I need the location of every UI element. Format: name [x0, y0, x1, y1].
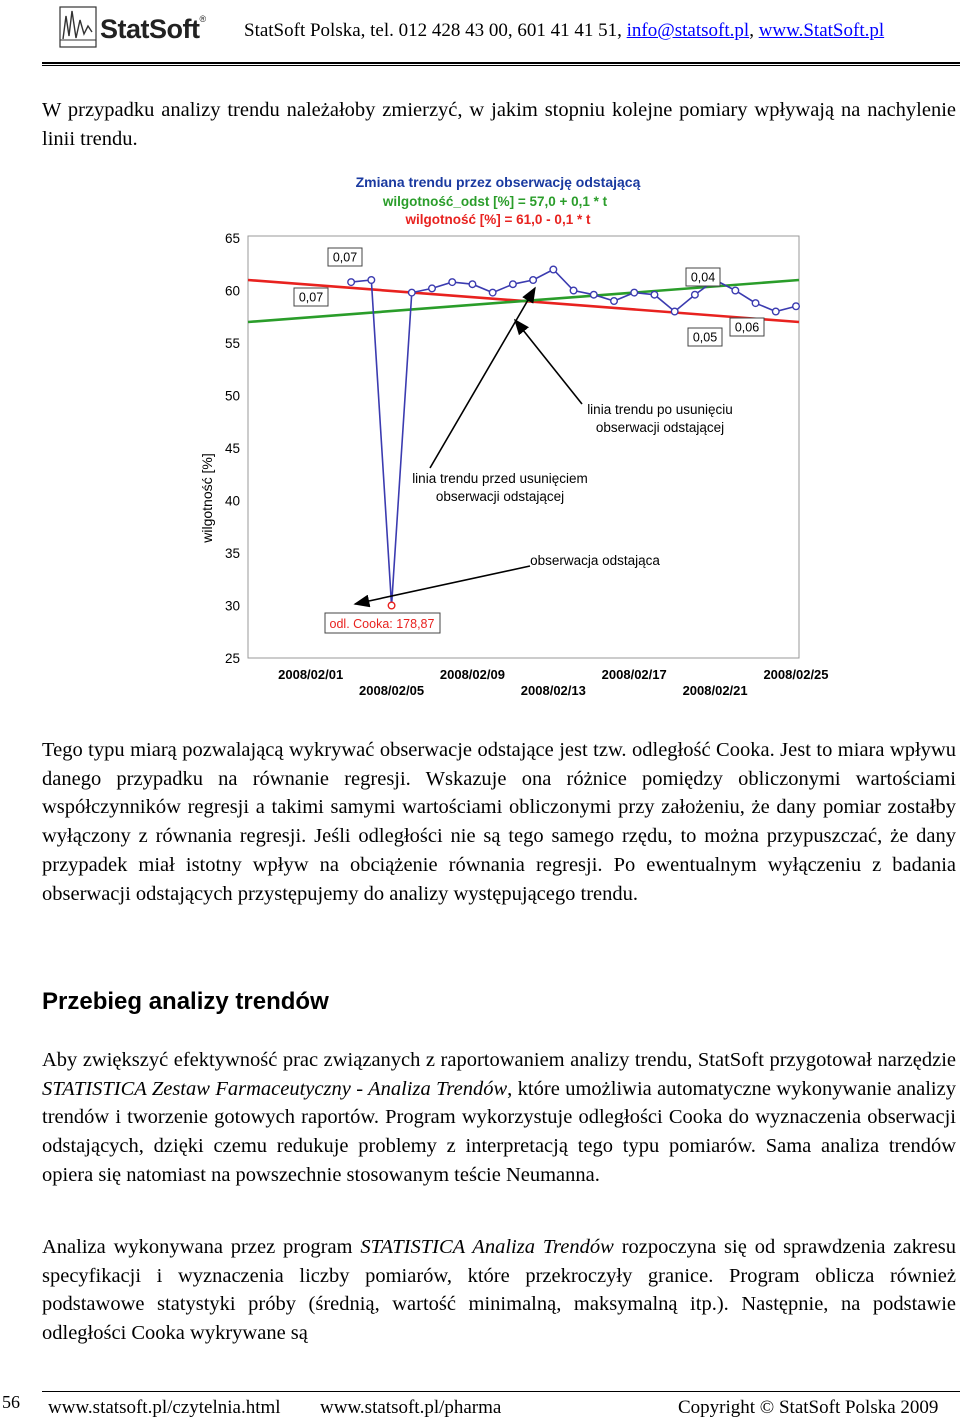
cook-distance-paragraph: Tego typu miarą pozwalającą wykrywać obserwacje odstające jest tzw. odległość Cooka. Jest to miara wpływu danego przypadku na równanie regresji. Wskazuje ona różnice pomiędzy obliczonymi wartościami współczynników regresji a takimi samymi wartościami obliczonymi przy założeniu, że dany pomiar zostałby wyłączony z równania regresji. Jeśli odległości nie są tego samego rzędu, to można przypuszczać, że dany przypadek miał istotny wpływ na obciążenie równania regresji. Po ewentualnym wyłączeniu z badania obserwacji odstających przystępujemy do analizy występującego trendu.: [42, 739, 956, 905]
x-tick-label: 2008/02/01: [278, 667, 344, 682]
trend-tool-paragraph: Aby zwiększyć efektywność prac związanych z raportowaniem analizy trendu, StatSoft przygotował narzędzie STATISTICA Zestaw Farmaceutyczny - Analiza Trendów, które umożliwia automatyczne wykonywanie analizy trendów i tworzenie gotowych raportów. Program wykorzystuje odległości Cooka do wyznaczenia obserwacji odstających, dzięki czemu redukuje problemy z interpretacją tego typu pomiarów. Sama analiza trendów opiera się natomiast na powszechnie stosowanym teście Neumanna.: [42, 1049, 956, 1186]
data-point: [510, 281, 517, 288]
data-point: [348, 279, 355, 286]
product-name: STATISTICA Zestaw Farmaceutyczny - Analiza Trendów: [42, 1077, 508, 1100]
y-tick-label: 40: [224, 493, 240, 509]
analysis-paragraph: Analiza wykonywana przez program STATISTICA Analiza Trendów rozpoczyna się od sprawdzenia zakresu specyfikacji i wyznaczenia liczby pomiarów, które przekroczyły granice. Program oblicza również podstawowe statystyki próby (średnią, wartość minimalną, maksymalną itp.). Następnie, na podstawie odległości Cooka wykrywane są: [42, 1236, 956, 1345]
logo-text: StatSoft®: [100, 14, 206, 44]
x-tick-label: 2008/02/05: [359, 683, 425, 698]
data-point: [368, 277, 375, 284]
product-name-2: STATISTICA Analiza Trendów: [360, 1236, 614, 1258]
y-axis-label: wilgotność [%]: [199, 453, 215, 543]
x-tick-label: 2008/02/25: [763, 667, 829, 682]
data-point: [550, 266, 557, 273]
cook-label-2: 0,07: [332, 250, 358, 265]
cook-label-3: 0,04: [690, 270, 716, 285]
chart-title: Zmiana trendu przez obserwację odstającą: [355, 174, 641, 190]
header-contact: StatSoft Polska, tel. 012 428 43 00, 601 41 41 51, info@statsoft.pl, www.StatSoft.pl: [244, 20, 885, 41]
y-tick-label: 30: [224, 598, 240, 614]
y-tick-label: 25: [224, 651, 240, 666]
header-rule: [42, 62, 960, 64]
outlier-label: odl. Cooka: 178,87: [329, 617, 435, 631]
y-tick-label: 65: [224, 231, 240, 246]
data-point: [671, 308, 678, 315]
data-point: [530, 277, 537, 284]
footer-rule: [42, 1391, 960, 1392]
data-point: [752, 300, 759, 307]
x-tick-label: 2008/02/21: [682, 683, 748, 698]
header-rule-thin: [42, 65, 960, 66]
annotation-after-line2: obserwacji odstającej: [595, 420, 725, 435]
header-email-link[interactable]: info@statsoft.pl: [626, 20, 750, 41]
chart-subtitle-green: wilgotność_odst [%] = 57,0 + 0,1 * t: [382, 194, 608, 209]
data-point: [489, 289, 496, 296]
x-tick-label: 2008/02/09: [439, 667, 505, 682]
data-point: [469, 281, 476, 288]
y-tick-label: 45: [224, 441, 240, 456]
x-tick-label: 2008/02/13: [520, 683, 586, 698]
y-tick-label: 60: [224, 283, 240, 299]
outlier-point: [388, 602, 395, 609]
annotation-outlier: obserwacja odstająca: [530, 553, 660, 568]
footer-copyright: Copyright © StatSoft Polska 2009: [678, 1397, 939, 1418]
data-point: [408, 289, 415, 296]
chart-subtitle-red: wilgotność [%] = 61,0 - 0,1 * t: [405, 212, 591, 227]
annotation-before-line2: obserwacji odstającej: [435, 489, 565, 504]
header-website-link[interactable]: www.StatSoft.pl: [758, 20, 885, 41]
y-tick-label: 35: [224, 546, 240, 561]
intro-paragraph: W przypadku analizy trendu należałoby zmierzyć, w jakim stopniu kolejne pomiary wpływają na nachylenie linii trendu.: [42, 99, 956, 150]
data-point: [570, 287, 577, 294]
y-tick-label: 50: [224, 388, 240, 404]
data-point: [631, 289, 638, 296]
data-point: [611, 298, 618, 305]
page-number: 56: [2, 1392, 20, 1412]
trend-chart-svg: [190, 168, 829, 708]
cook-label-5: 0,06: [734, 320, 760, 335]
data-point: [590, 291, 597, 298]
page-header: [0, 0, 960, 60]
data-point: [732, 287, 739, 294]
plot-frame: [248, 236, 799, 658]
footer-link-pharma[interactable]: www.statsoft.pl/pharma: [320, 1397, 502, 1418]
y-tick-label: 55: [224, 336, 240, 351]
trend-chart: [190, 168, 829, 708]
cook-label-4: 0,05: [692, 330, 718, 345]
data-point: [429, 285, 436, 292]
annotation-before-line1: linia trendu przed usunięciem: [412, 471, 588, 486]
data-point: [651, 291, 658, 298]
section-title: Przebieg analizy trendów: [42, 988, 329, 1015]
cook-label-1: 0,07: [298, 290, 324, 305]
x-tick-label: 2008/02/17: [601, 667, 667, 682]
data-point: [772, 308, 779, 315]
annotation-after-line1: linia trendu po usunięciu: [587, 402, 733, 417]
data-point: [692, 291, 699, 298]
footer-link-czytelnia[interactable]: www.statsoft.pl/czytelnia.html: [48, 1397, 281, 1418]
data-point: [449, 279, 456, 286]
data-point: [793, 303, 800, 310]
